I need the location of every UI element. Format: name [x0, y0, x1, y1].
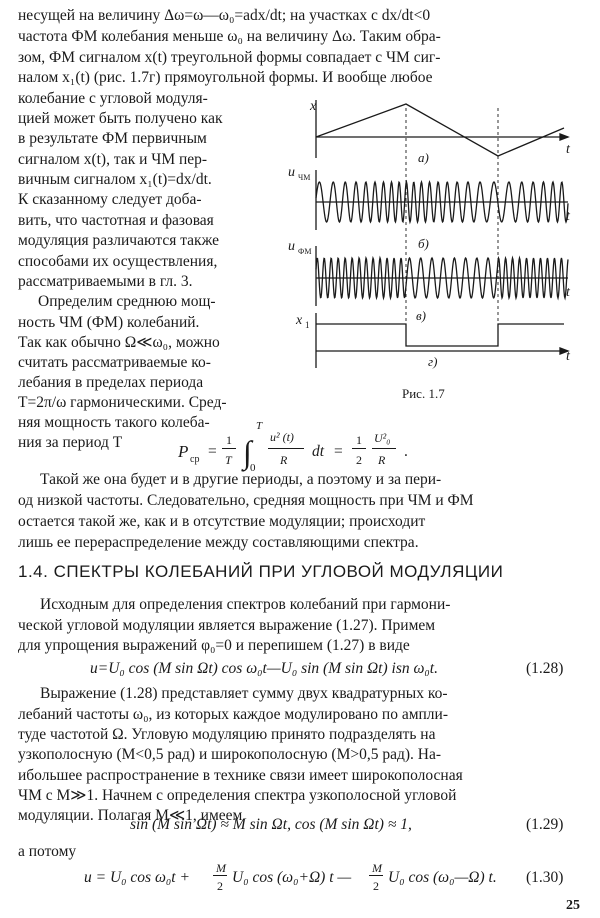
formula-equals: =	[334, 443, 343, 460]
text-line: няя мощность такого колеба-	[18, 414, 210, 431]
text-line: а потому	[18, 843, 77, 860]
fraction-bar	[372, 448, 396, 449]
text-line: Исходным для определения спектров колебаний при гармони-	[40, 596, 451, 613]
text-line: способами их осуществления,	[18, 253, 218, 270]
axis-label-t: t	[566, 142, 570, 157]
integral-sign: ∫	[243, 434, 252, 470]
fraction-numerator: u² (t)	[270, 430, 294, 444]
panel-label-a: а)	[418, 150, 429, 165]
text-line: рассматриваемыми в гл. 3.	[18, 273, 193, 290]
axis-label-t: t	[566, 209, 570, 224]
equation-1-30	[84, 858, 600, 898]
formula-period: .	[404, 443, 408, 460]
text-line: Так как обычно Ω≪ω₀, можно	[18, 334, 220, 351]
text-line: вичным сигналом x₁(t)=dx/dt.	[18, 171, 212, 188]
text-line: налом x₁(t) (рис. 1.7г) прямоугольной формы. И вообще любое	[18, 69, 433, 86]
formula-subscript: ср	[190, 454, 200, 465]
fraction-numerator: U²₀	[374, 431, 391, 445]
fraction-denominator: R	[378, 453, 386, 467]
fraction-bar	[222, 448, 236, 449]
text-line: сигналом x(t), так и ЧМ пер-	[18, 151, 208, 168]
text-line: туде частотой Ω. Угловую модуляцию принято подразделять на	[18, 726, 436, 743]
axis-label-x: x	[310, 99, 317, 114]
text-line: зом, ФМ сигналом x(t) треугольной формы совпадает с ЧМ сиг-	[18, 49, 441, 66]
text-line: для упрощения выражений φ₀=0 и перепишем (1.27) в виде	[18, 637, 410, 654]
text-line: Такой же она будет и в другие периоды, а поэтому и за пери-	[40, 471, 442, 488]
fraction-numerator: M	[216, 861, 226, 875]
figure-1-7	[288, 98, 588, 408]
text-line: ния за период T	[18, 434, 123, 451]
text-line: ЧМ с M≫1. Начнем с определения спектра узкополосной угловой	[18, 787, 457, 804]
text-line: Выражение (1.28) представляет сумму двух квадратурных ко-	[40, 685, 448, 702]
figure-caption: Рис. 1.7	[402, 386, 445, 401]
formula-symbol: P	[178, 442, 189, 461]
equation-number: (1.28)	[526, 660, 564, 677]
equation-part: u = U₀ cos ω₀t +	[84, 869, 190, 886]
page-number: 25	[566, 898, 580, 913]
triangular-signal	[316, 104, 564, 156]
equation-number: (1.30)	[526, 869, 564, 886]
text-line: К сказанному следует доба-	[18, 191, 202, 208]
equation-1-29: sin (M sin Ωt) ≈ M sin Ωt, cos (M sin Ωt) ≈ 1,	[130, 816, 412, 833]
text-line: Определим среднюю мощ-	[38, 293, 216, 310]
text-line: считать рассматриваемые ко-	[18, 354, 211, 371]
text-line: остается такой же, как и в отсутствие модуляции; происходит	[18, 513, 426, 530]
text-line: несущей на величину Δω=ω—ω₀=adx/dt; на участках с dx/dt<0	[18, 7, 431, 24]
text-line: цией может быть получено как	[18, 110, 223, 127]
fraction-numerator: M	[372, 861, 382, 875]
text-line: лебаний частоты ω₀, из которых каждое модулировано по ампли-	[18, 706, 448, 723]
text-line: в результате ФМ первичным	[18, 130, 207, 147]
axis-arrow	[560, 134, 568, 140]
fraction-denominator: R	[280, 453, 288, 467]
fraction-bar	[268, 448, 304, 449]
integral-lower-limit: 0	[250, 462, 256, 474]
panel-label-v: в)	[416, 308, 426, 323]
rectangular-signal	[316, 324, 564, 346]
panel-label-g: г)	[428, 354, 438, 369]
fraction-bar	[352, 448, 366, 449]
text-line: од низкой частоты. Следовательно, средняя мощность при ЧМ и ФМ	[18, 492, 474, 509]
text-line: T=2π/ω гармоническими. Сред-	[18, 394, 227, 411]
fraction-denominator: 2	[356, 453, 362, 467]
equation-1-28: u=U₀ cos (M sin Ωt) cos ω₀t—U₀ sin (M sin Ωt) isn ω₀t.	[90, 660, 438, 677]
fraction-numerator: 1	[356, 433, 362, 447]
text-line: частота ФМ колебания меньше ω₀ на величину Δω. Таким обра-	[18, 28, 441, 45]
fraction-denominator: 2	[373, 879, 379, 893]
text-line: лишь ее перераспределение между составляющими спектра.	[18, 534, 419, 551]
formula-dt: dt	[312, 443, 325, 460]
equation-part: U₀ cos (ω₀—Ω) t.	[388, 869, 497, 886]
text-line: модуляция различаются также	[18, 232, 219, 249]
axis-label-t: t	[566, 285, 570, 300]
equation-number: (1.29)	[526, 816, 564, 833]
axis-label-x1: x	[296, 313, 303, 328]
text-line: ность ЧМ (ФМ) колебаний.	[18, 314, 200, 331]
axis-label-t: t	[566, 349, 570, 364]
text-line: модуляции. Полагая M≪1, имеем	[18, 807, 243, 824]
integral-upper-limit: T	[256, 420, 263, 432]
formula-equals: =	[208, 443, 217, 460]
axis-sub-chm: ЧМ	[298, 173, 311, 182]
text-line: вить, что частотная и фазовая	[18, 212, 214, 229]
fraction-denominator: T	[225, 453, 232, 467]
axis-sub-x1: 1	[305, 320, 310, 330]
axis-label-u-fm: u	[288, 239, 295, 254]
axis-label-u-chm: u	[288, 165, 295, 180]
section-heading: 1.4. СПЕКТРЫ КОЛЕБАНИЙ ПРИ УГЛОВОЙ МОДУЛЯЦИИ	[18, 562, 504, 581]
equation-part: U₀ cos (ω₀+Ω) t —	[232, 869, 352, 886]
text-line: ческой угловой модуляции является выражение (1.27). Примем	[18, 617, 436, 634]
fraction-numerator: 1	[226, 433, 232, 447]
text-line: ибольшее распространение в технике связи имеет широкополосная	[18, 767, 463, 784]
axis-sub-fm: ФМ	[298, 247, 312, 256]
text-line: колебание с угловой модуля-	[18, 90, 208, 107]
text-line: лебания в пределах периода	[18, 374, 204, 391]
panel-label-b: б)	[418, 236, 429, 251]
text-line: узкополосную (M<0,5 рад) и широкополосную (M>0,5 рад). На-	[18, 746, 442, 763]
fraction-denominator: 2	[217, 879, 223, 893]
